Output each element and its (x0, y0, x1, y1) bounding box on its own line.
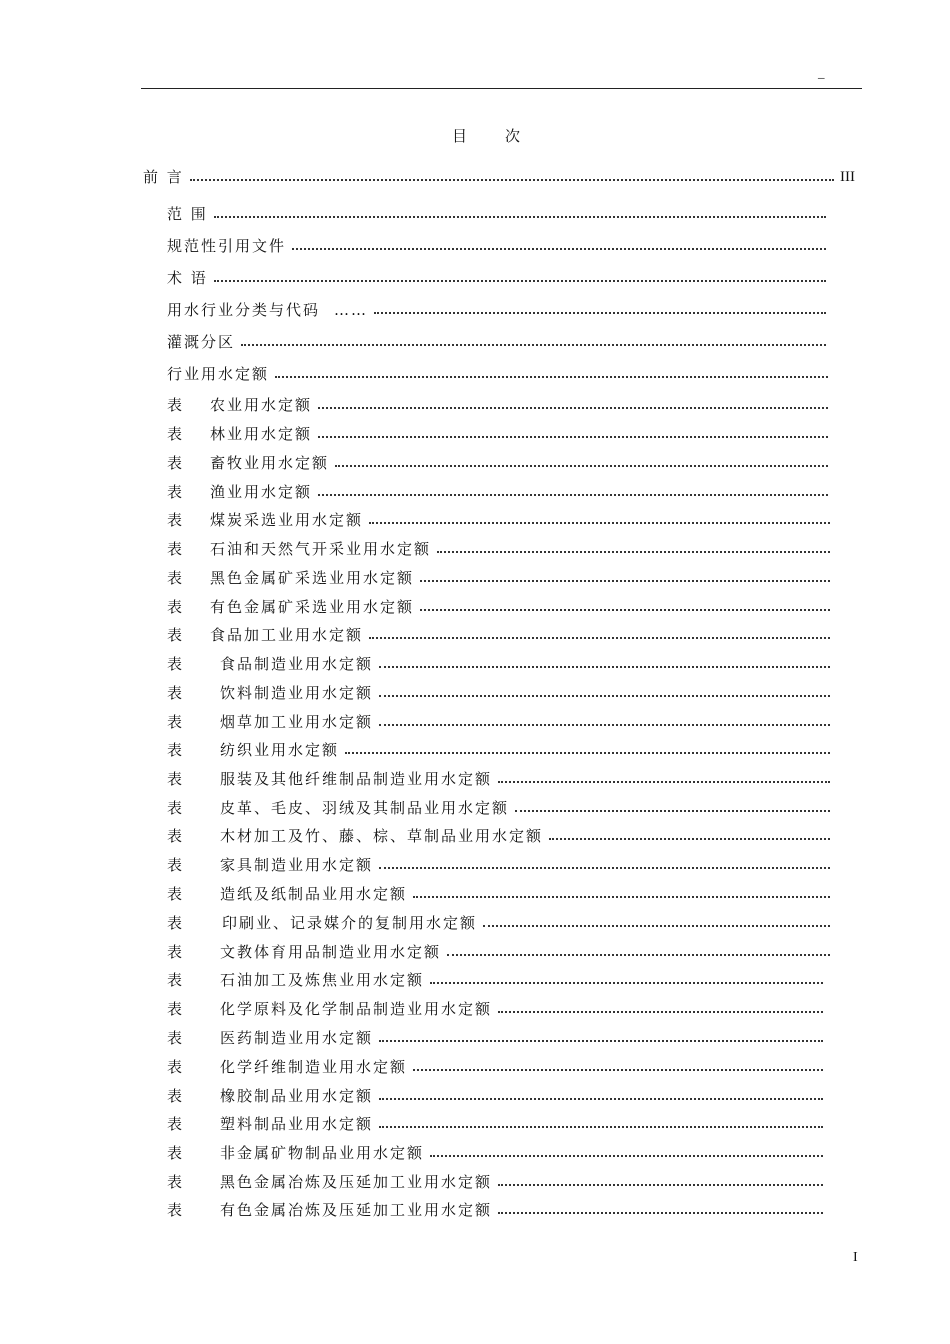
toc-entry-label: 煤炭采选业用水定额 (210, 511, 364, 529)
toc-entry-label: 术 语 (167, 269, 208, 287)
toc-entry-label: 畜牧业用水定额 (210, 454, 330, 472)
toc-entry[interactable] (167, 538, 832, 560)
toc-entry-prefix: 表 (167, 626, 185, 644)
toc-entry[interactable] (167, 941, 832, 963)
toc-entry[interactable] (167, 235, 828, 257)
toc-entry-label: 范 围 (167, 205, 208, 223)
toc-dot-leader (318, 407, 828, 409)
toc-entry[interactable] (167, 653, 832, 675)
toc-entry-label: 食品加工业用水定额 (210, 626, 364, 644)
toc-entry[interactable] (167, 854, 832, 876)
toc-entry[interactable] (167, 624, 832, 646)
toc-entry[interactable] (167, 481, 830, 503)
toc-dot-leader (379, 867, 830, 869)
toc-dot-leader (369, 522, 830, 524)
toc-dot-leader (379, 1040, 823, 1042)
toc-dot-leader (345, 752, 830, 754)
toc-entry-label: 有色金属矿采选业用水定额 (210, 598, 415, 616)
toc-entry[interactable] (167, 711, 832, 733)
toc-dot-leader (379, 1098, 823, 1100)
toc-entry[interactable] (167, 394, 830, 416)
toc-entry-prefix: 表 (167, 856, 185, 874)
toc-dot-leader (498, 1011, 823, 1013)
toc-entry-prefix: 表 (167, 1201, 185, 1219)
toc-entry-prefix: 表 (167, 454, 185, 472)
toc-entry-gap-marker: …… (334, 301, 369, 319)
toc-dot-leader (447, 954, 830, 956)
toc-entry-prefix: 表 (167, 511, 185, 529)
toc-entry[interactable] (167, 267, 828, 289)
toc-entry[interactable] (167, 452, 830, 474)
toc-entry[interactable] (167, 1142, 825, 1164)
toc-entry-page: III (840, 169, 855, 185)
toc-title: 目次 (451, 127, 558, 145)
toc-entry-prefix: 表 (167, 799, 185, 817)
header-mark: _ (818, 65, 825, 80)
toc-entry-label: 造纸及纸制品业用水定额 (220, 885, 408, 903)
toc-entry-label: 农业用水定额 (210, 396, 313, 414)
toc-dot-leader (379, 1126, 823, 1128)
toc-entry[interactable] (167, 883, 832, 905)
toc-entry-label: 文教体育用品制造业用水定额 (220, 943, 442, 961)
toc-entry-prefix: 表 (167, 396, 185, 414)
toc-entry-label: 行业用水定额 (167, 365, 270, 383)
toc-entry[interactable] (167, 768, 832, 790)
toc-entry-prefix: 表 (167, 1173, 185, 1191)
toc-entry-prefix: 表 (167, 598, 185, 616)
toc-dot-leader (214, 280, 826, 282)
toc-entry[interactable] (143, 166, 855, 188)
toc-entry-label: 用水行业分类与代码 (167, 301, 321, 319)
toc-dot-leader (292, 248, 826, 250)
toc-entry[interactable] (167, 423, 830, 445)
toc-dot-leader (498, 781, 830, 783)
toc-dot-leader (420, 580, 830, 582)
toc-dot-leader (275, 376, 828, 378)
toc-entry-label: 化学原料及化学制品制造业用水定额 (220, 1000, 493, 1018)
toc-entry-label: 规范性引用文件 (167, 237, 287, 255)
toc-entry-label: 塑料制品业用水定额 (220, 1115, 374, 1133)
toc-entry-label: 纺织业用水定额 (220, 741, 340, 759)
toc-entry[interactable] (167, 912, 832, 934)
toc-dot-leader (549, 838, 830, 840)
toc-entry-label: 前 言 (143, 168, 184, 186)
toc-entry[interactable] (167, 797, 832, 819)
toc-dot-leader (413, 896, 830, 898)
toc-entry-prefix: 表 (167, 483, 185, 501)
toc-entry-prefix: 表 (167, 914, 185, 932)
toc-dot-leader (241, 344, 826, 346)
toc-entry-label: 食品制造业用水定额 (220, 655, 374, 673)
toc-dot-leader (379, 724, 830, 726)
toc-entry-label: 渔业用水定额 (210, 483, 313, 501)
toc-entry-label: 石油和天然气开采业用水定额 (210, 540, 432, 558)
toc-dot-leader (483, 925, 830, 927)
toc-entry[interactable] (167, 998, 825, 1020)
toc-dot-leader (374, 312, 826, 314)
toc-entry-prefix: 表 (167, 684, 185, 702)
toc-entry-prefix: 表 (167, 1087, 185, 1105)
toc-entry-prefix: 表 (167, 943, 185, 961)
toc-entry-label: 黑色金属冶炼及压延加工业用水定额 (220, 1173, 493, 1191)
toc-dot-leader (420, 609, 830, 611)
toc-entry[interactable] (167, 203, 828, 225)
toc-entry[interactable] (167, 363, 830, 385)
toc-entry[interactable] (167, 331, 828, 353)
toc-dot-leader (318, 494, 828, 496)
toc-dot-leader (498, 1184, 823, 1186)
toc-entry[interactable] (167, 567, 832, 589)
toc-entry-label: 石油加工及炼焦业用水定额 (220, 971, 425, 989)
toc-entry-prefix: 表 (167, 569, 185, 587)
toc-entry-prefix: 表 (167, 655, 185, 673)
toc-dot-leader (214, 216, 826, 218)
toc-entry-prefix: 表 (167, 1144, 185, 1162)
toc-entry-label: 橡胶制品业用水定额 (220, 1087, 374, 1105)
toc-entry[interactable] (167, 509, 832, 531)
toc-dot-leader (413, 1069, 823, 1071)
toc-entry-prefix: 表 (167, 741, 185, 759)
toc-entry[interactable] (167, 1171, 825, 1193)
toc-entry[interactable] (167, 1027, 825, 1049)
toc-entry[interactable] (167, 739, 832, 761)
toc-entry-prefix: 表 (167, 827, 185, 845)
toc-entry-label: 化学纤维制造业用水定额 (220, 1058, 408, 1076)
toc-entry-prefix: 表 (167, 425, 185, 443)
toc-dot-leader (335, 465, 828, 467)
page-number: I (853, 1250, 858, 1265)
toc-entry-label: 烟草加工业用水定额 (220, 713, 374, 731)
toc-entry[interactable] (167, 1113, 825, 1135)
toc-entry-prefix: 表 (167, 885, 185, 903)
toc-dot-leader (430, 982, 823, 984)
toc-entry-label: 非金属矿物制品业用水定额 (220, 1144, 425, 1162)
toc-dot-leader (437, 551, 830, 553)
toc-entry[interactable] (167, 1085, 825, 1107)
toc-dot-leader (379, 695, 830, 697)
toc-entry-prefix: 表 (167, 971, 185, 989)
toc-entry-label: 印刷业、记录媒介的复制用水定额 (222, 914, 478, 932)
header-rule (141, 88, 862, 89)
toc-dot-leader (430, 1155, 823, 1157)
toc-entry-label: 黑色金属矿采选业用水定额 (210, 569, 415, 587)
toc-entry-prefix: 表 (167, 713, 185, 731)
toc-entry[interactable] (167, 1199, 825, 1221)
toc-entry-label: 林业用水定额 (210, 425, 313, 443)
toc-dot-leader (515, 810, 830, 812)
toc-entry-label: 木材加工及竹、藤、棕、草制品业用水定额 (220, 827, 544, 845)
toc-entry[interactable] (167, 682, 832, 704)
toc-entry[interactable] (167, 1056, 825, 1078)
toc-dot-leader (190, 179, 834, 181)
toc-entry-prefix: 表 (167, 1058, 185, 1076)
toc-entry-label: 灌溉分区 (167, 333, 236, 351)
toc-entry-prefix: 表 (167, 1000, 185, 1018)
toc-entry-prefix: 表 (167, 1115, 185, 1133)
toc-entry[interactable] (167, 299, 828, 321)
toc-dot-leader (379, 666, 830, 668)
toc-entry-prefix: 表 (167, 770, 185, 788)
toc-dot-leader (318, 436, 828, 438)
toc-entry-prefix: 表 (167, 540, 185, 558)
toc-entry-label: 服装及其他纤维制品制造业用水定额 (220, 770, 493, 788)
toc-entry-label: 医药制造业用水定额 (220, 1029, 374, 1047)
toc-entry-prefix: 表 (167, 1029, 185, 1047)
toc-entry[interactable] (167, 596, 832, 618)
toc-entry-label: 皮革、毛皮、羽绒及其制品业用水定额 (220, 799, 510, 817)
toc-entry[interactable] (167, 825, 832, 847)
toc-dot-leader (498, 1212, 823, 1214)
toc-entry[interactable] (167, 969, 825, 991)
toc-entry-label: 饮料制造业用水定额 (220, 684, 374, 702)
toc-entry-label: 家具制造业用水定额 (220, 856, 374, 874)
toc-dot-leader (369, 637, 830, 639)
toc-entry-label: 有色金属冶炼及压延加工业用水定额 (220, 1201, 493, 1219)
